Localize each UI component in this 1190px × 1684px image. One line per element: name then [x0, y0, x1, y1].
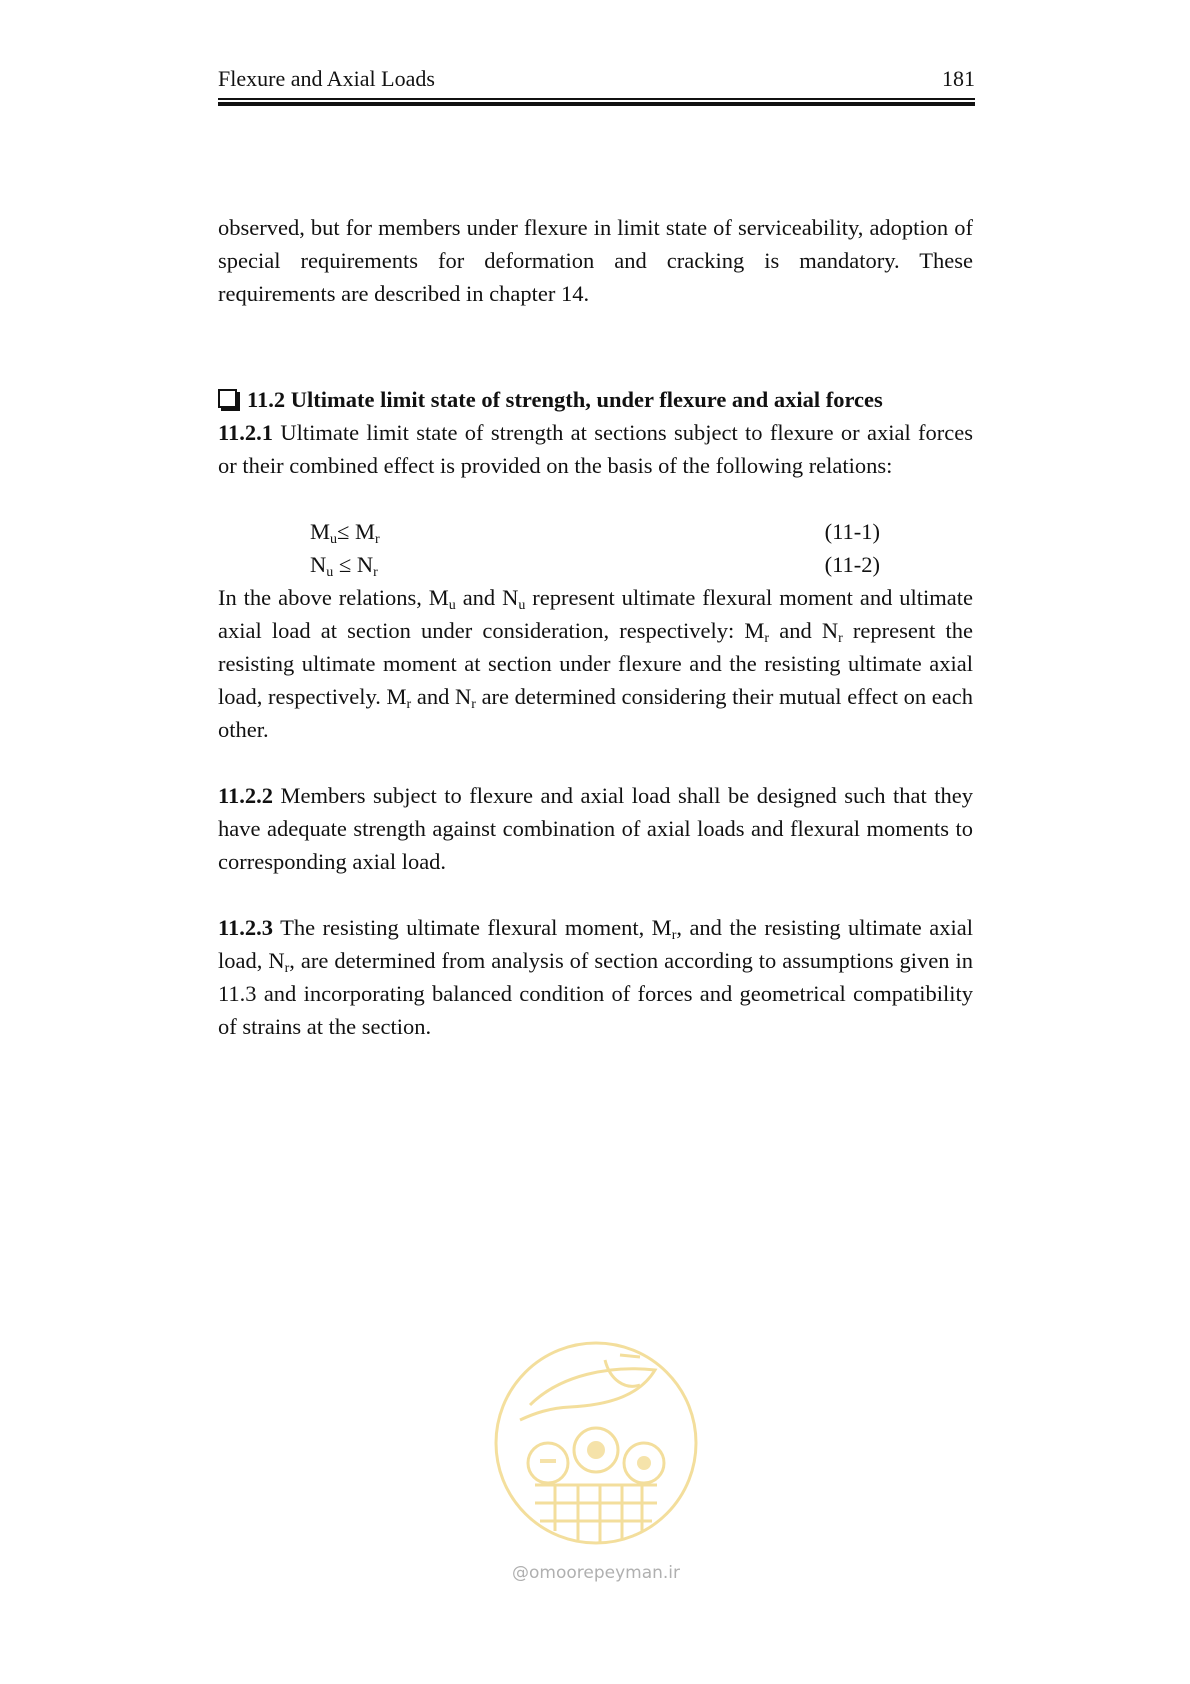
subscript: u — [518, 598, 526, 613]
text-run: In the above relations, M — [218, 585, 449, 610]
text-run: , are determined from analysis of section according to assumptions given in 11.3 and incorporating balanced condition of forces and geometrical compatibility of strains at the section. — [218, 948, 973, 1039]
eq-rhs-sub: r — [375, 532, 380, 547]
subscript: r — [471, 697, 476, 712]
logo-watermark-graphic — [490, 1335, 702, 1555]
equation-11-2 — [310, 548, 880, 581]
page-number: 181 — [942, 66, 975, 91]
clause-text: Ultimate limit state of strength at sections subject to flexure or axial forces or their combined effect is provided on the basis of the following relations: — [218, 420, 973, 478]
text-run: are determined considering their mutual effect on each other. — [218, 684, 973, 742]
text-run: and N — [455, 585, 519, 610]
eq-rhs-sub: r — [373, 565, 378, 580]
eq-operator: ≤ — [338, 552, 352, 577]
header-rule-thin — [218, 98, 975, 100]
equation-11-1 — [310, 515, 880, 548]
text-run: , and the resisting ultimate axial load, N — [218, 915, 973, 973]
section-heading — [218, 383, 883, 416]
text-run: represent the resisting ultimate moment at section under flexure and the resisting ultimate axial load, respectively. M — [218, 618, 973, 709]
subscript: r — [406, 697, 412, 712]
eq-lhs-sub: u — [330, 532, 338, 547]
paragraph-11-2-2 — [218, 779, 973, 878]
eq-lhs-sub: u — [326, 565, 334, 580]
text-run: and N — [769, 618, 839, 643]
eq-rhs: N — [356, 552, 374, 577]
subscript: r — [671, 928, 677, 943]
logo-watermark — [490, 1335, 702, 1583]
subscript: u — [448, 598, 456, 613]
eq-lhs: N — [310, 552, 327, 577]
clause-text: Members subject to flexure and axial load shall be designed such that they have adequate strength against combination of axial loads and flexural moments to corresponding axial load. — [218, 783, 973, 874]
page-header — [218, 66, 975, 106]
equation-number: (11-1) — [824, 519, 880, 544]
section-heading-text: 11.2 Ultimate limit state of strength, under flexure and axial forces — [247, 387, 883, 412]
header-rule-thick — [218, 102, 975, 106]
checkbox-icon — [218, 389, 237, 408]
clause-number: 11.2.2 — [218, 783, 274, 808]
clause-number: 11.2.3 — [218, 915, 274, 940]
text-run: represent ultimate flexural moment and ultimate axial load at section under consideration, respectively: M — [218, 585, 973, 643]
paragraph-11-2-1 — [218, 416, 973, 482]
paragraph-11-2-3 — [218, 911, 973, 1043]
text-run: The resisting ultimate flexural moment, M — [273, 915, 672, 940]
running-title: Flexure and Axial Loads — [218, 66, 435, 91]
subscript: r — [838, 631, 843, 646]
relations-explanation-paragraph — [218, 581, 973, 746]
subscript: r — [764, 631, 770, 646]
eq-lhs: M — [310, 519, 331, 544]
equation-number: (11-2) — [824, 552, 880, 577]
eq-rhs: M — [355, 519, 376, 544]
subscript: r — [284, 961, 290, 976]
eq-operator: ≤ — [337, 519, 350, 544]
text-run: and N — [411, 684, 472, 709]
clause-number: 11.2.1 — [218, 420, 274, 445]
watermark-site-text: @omoorepeyman.ir — [511, 1563, 681, 1583]
continuation-paragraph: observed, but for members under flexure in limit state of serviceability, adoption of special requirements for deformation and cracking is mandatory. These requirements are described in chapter 14. — [218, 215, 973, 306]
